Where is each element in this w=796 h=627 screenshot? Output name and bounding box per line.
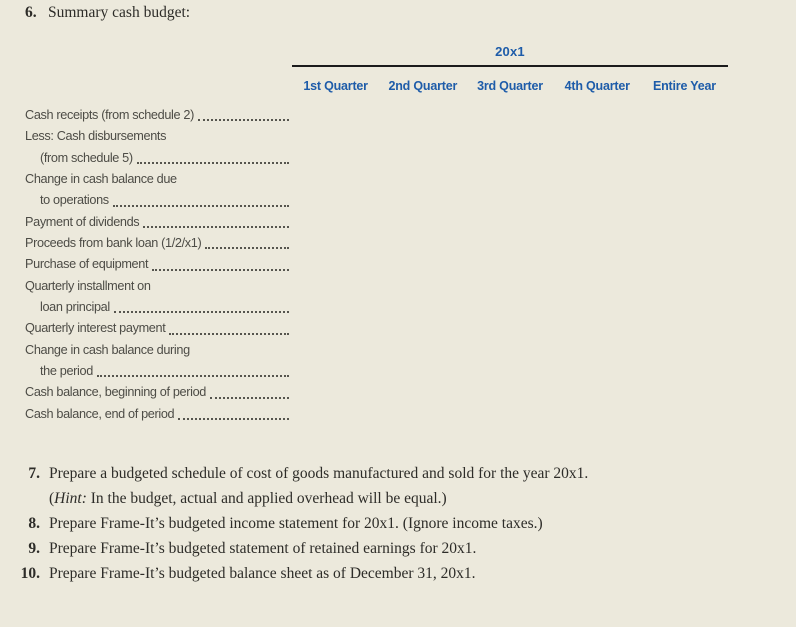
table-row — [25, 169, 289, 190]
row-label: Change in cash balance during — [25, 342, 190, 357]
table-row — [25, 190, 289, 211]
dot-leader — [198, 119, 289, 121]
table-row — [25, 340, 289, 361]
task-text — [49, 461, 588, 511]
task-item — [0, 511, 780, 536]
dot-leader — [113, 205, 289, 207]
row-label: Change in cash balance due — [25, 172, 177, 187]
column-header-q4: 4th Quarter — [564, 79, 630, 93]
table-row — [25, 212, 289, 233]
dot-leader — [169, 333, 289, 335]
dot-leader — [114, 311, 289, 313]
table-row — [25, 361, 289, 382]
row-label: Cash receipts (from schedule 2) — [25, 108, 194, 122]
table-row — [25, 233, 289, 254]
task-text-line: Prepare a budgeted schedule of cost of goods manufactured and sold for the year 20x1. — [49, 465, 589, 482]
row-label: loan principal — [40, 300, 110, 315]
table-row — [25, 254, 289, 275]
column-header-q2: 2nd Quarter — [388, 79, 458, 93]
dot-leader — [152, 269, 289, 271]
column-header-entire-year: Entire Year — [652, 79, 716, 93]
exercise-title: Summary cash budget: — [48, 4, 191, 21]
cash-budget-row-labels — [25, 105, 289, 425]
dot-leader — [143, 226, 289, 228]
dot-leader — [178, 418, 289, 420]
exercise-heading — [25, 4, 190, 22]
row-label: the period — [40, 364, 93, 379]
row-label: Quarterly interest payment — [25, 321, 166, 336]
task-text-line: Prepare Frame-It’s budgeted statement of retained earnings for 20x1. — [49, 540, 477, 557]
task-number: 9. — [28, 540, 40, 557]
dot-leader — [97, 375, 289, 377]
column-header-row — [292, 79, 728, 93]
exercise-number: 6. — [25, 4, 37, 21]
column-header-q3: 3rd Quarter — [477, 79, 543, 93]
task-text — [49, 561, 476, 586]
row-label: Payment of dividends — [25, 214, 140, 229]
row-label: Proceeds from bank loan (1/2/x1) — [25, 236, 202, 251]
task-number: 8. — [28, 515, 40, 532]
table-row — [25, 404, 289, 425]
task-text-line: Prepare Frame-It’s budgeted income statement for 20x1. (Ignore income taxes.) — [49, 515, 543, 532]
task-text — [49, 511, 543, 536]
table-row — [25, 105, 289, 126]
table-row — [25, 126, 289, 147]
task-item — [0, 561, 780, 586]
year-spanner-header: 20x1 — [292, 44, 728, 67]
task-number: 10. — [20, 565, 40, 582]
table-row — [25, 297, 289, 318]
row-label: Cash balance, end of period — [25, 406, 175, 421]
task-list — [0, 461, 780, 586]
row-label: Less: Cash disbursements — [25, 129, 167, 144]
task-number: 7. — [28, 465, 40, 482]
task-text-line: Prepare Frame-It’s budgeted balance sheet as of December 31, 20x1. — [49, 565, 476, 582]
table-row — [25, 276, 289, 297]
row-label: Quarterly installment on — [25, 278, 151, 293]
task-text — [49, 536, 476, 561]
table-row — [25, 382, 289, 403]
table-row — [25, 318, 289, 339]
dot-leader — [137, 162, 289, 164]
row-label: Cash balance, beginning of period — [25, 385, 207, 400]
cash-budget-table-header — [292, 44, 728, 93]
table-row — [25, 148, 289, 169]
task-item — [0, 461, 780, 511]
dot-leader — [210, 397, 289, 399]
task-item — [0, 536, 780, 561]
row-label: Purchase of equipment — [25, 257, 149, 272]
row-label: (from schedule 5) — [40, 150, 133, 165]
row-label: to operations — [40, 193, 109, 208]
dot-leader — [205, 247, 289, 249]
task-text-line: (Hint: In the budget, actual and applied overhead will be equal.) — [49, 490, 447, 507]
column-header-q1: 1st Quarter — [303, 79, 368, 93]
